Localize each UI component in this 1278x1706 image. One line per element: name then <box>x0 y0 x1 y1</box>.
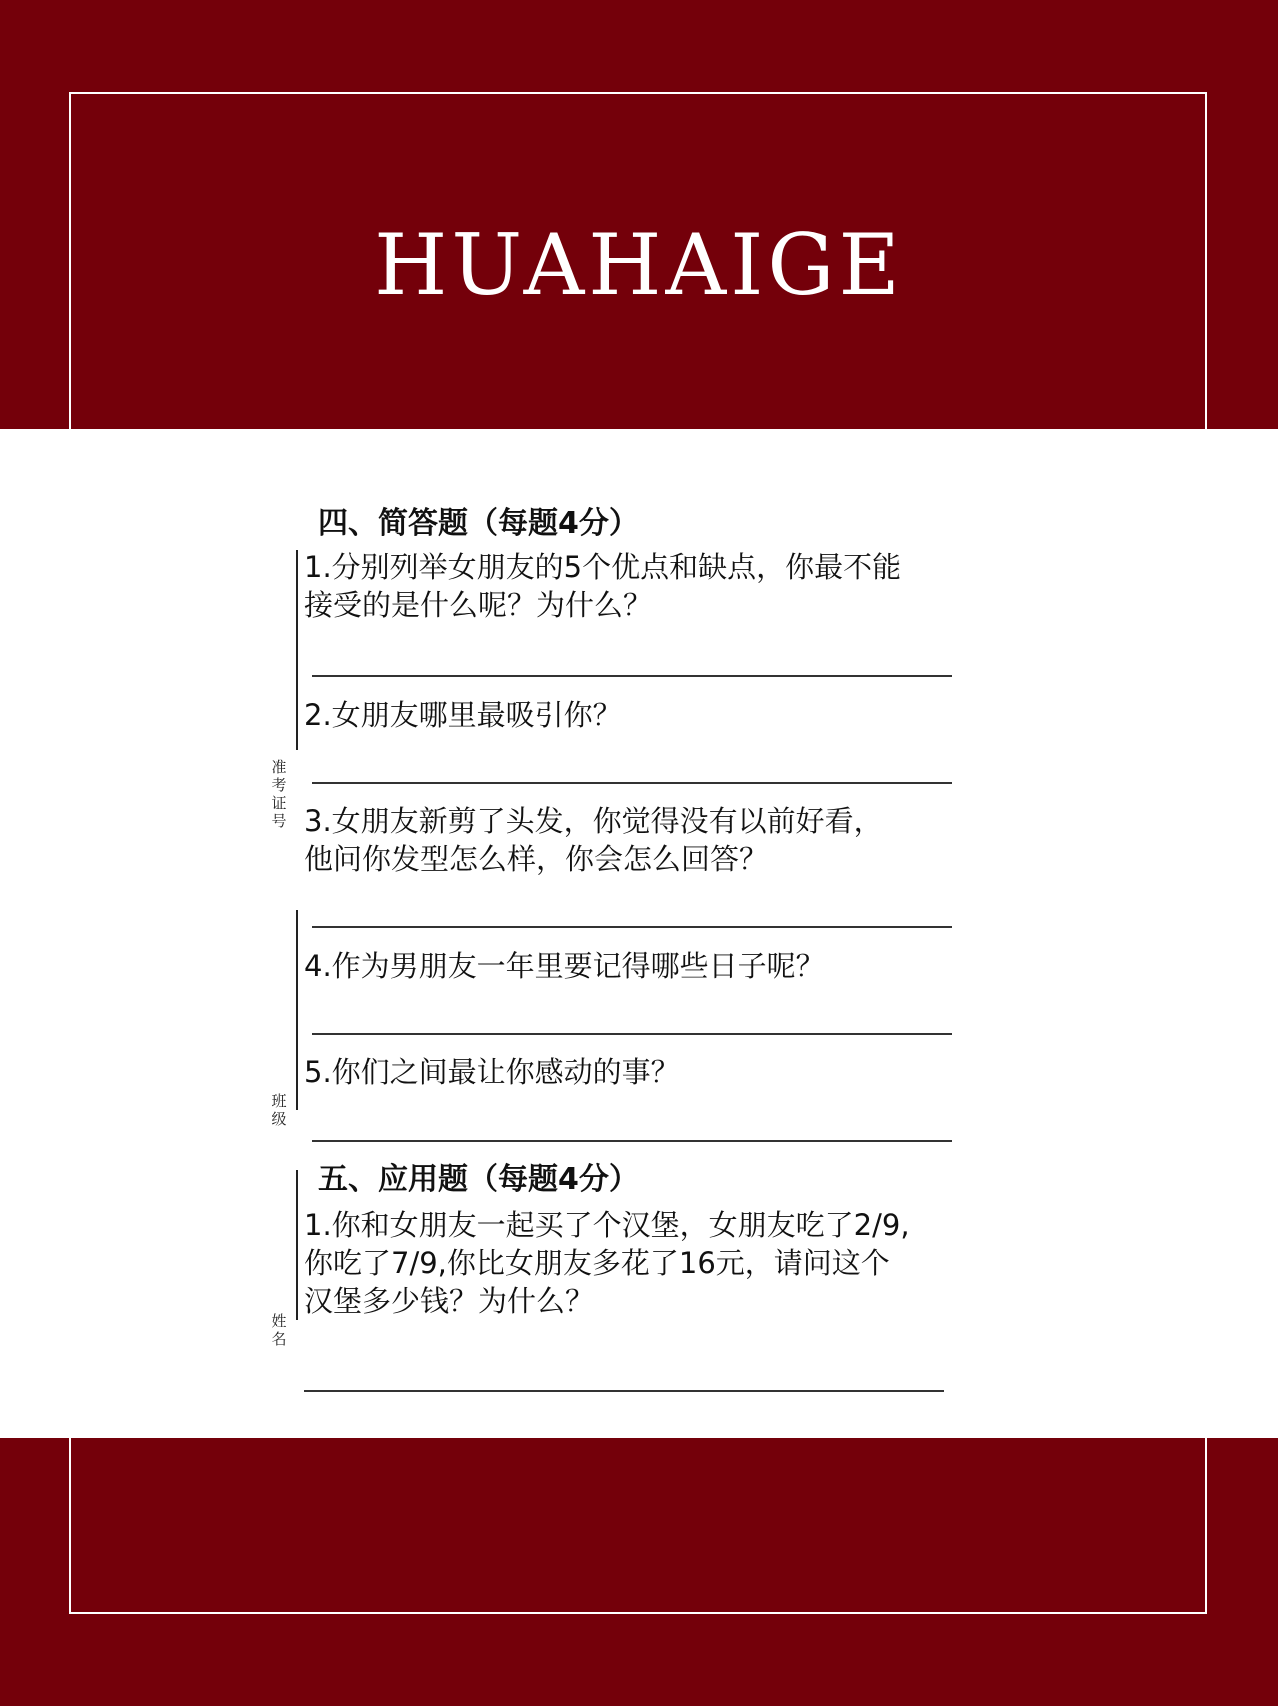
question-4-2: 2.女朋友哪里最吸引你？ <box>304 698 622 732</box>
brand-title: HUAHAIGE <box>374 216 904 314</box>
question-5-1: 1.你和女朋友一起买了个汉堡，女朋友吃了2/9, 你吃了7/9,你比女朋友多花了16元，请问这个 汉堡多少钱？为什么？ <box>304 1208 910 1318</box>
answer-line <box>312 926 952 928</box>
answer-line <box>312 782 952 784</box>
answer-line <box>312 675 952 677</box>
side-label-name: 姓名 <box>271 1312 287 1348</box>
answer-line <box>304 1390 944 1392</box>
section-5-title: 五、应用题（每题4分） <box>318 1162 639 1197</box>
answer-line <box>312 1033 952 1035</box>
binding-line <box>296 910 298 1110</box>
exam-sheet <box>260 500 1000 1420</box>
question-4-3: 3.女朋友新剪了头发，你觉得没有以前好看， 他问你发型怎么样，你会怎么回答？ <box>304 804 883 876</box>
binding-line <box>296 550 298 750</box>
question-4-5: 5.你们之间最让你感动的事？ <box>304 1055 680 1089</box>
binding-line <box>296 1170 298 1320</box>
question-4-4: 4.作为男朋友一年里要记得哪些日子呢？ <box>304 949 825 983</box>
side-label-class: 班级 <box>271 1092 287 1128</box>
section-4-title: 四、简答题（每题4分） <box>318 506 639 541</box>
question-4-1: 1.分别列举女朋友的5个优点和缺点，你最不能 接受的是什么呢？为什么？ <box>304 550 902 622</box>
answer-line <box>312 1140 952 1142</box>
side-label-exam-id: 准考证号 <box>271 758 287 830</box>
